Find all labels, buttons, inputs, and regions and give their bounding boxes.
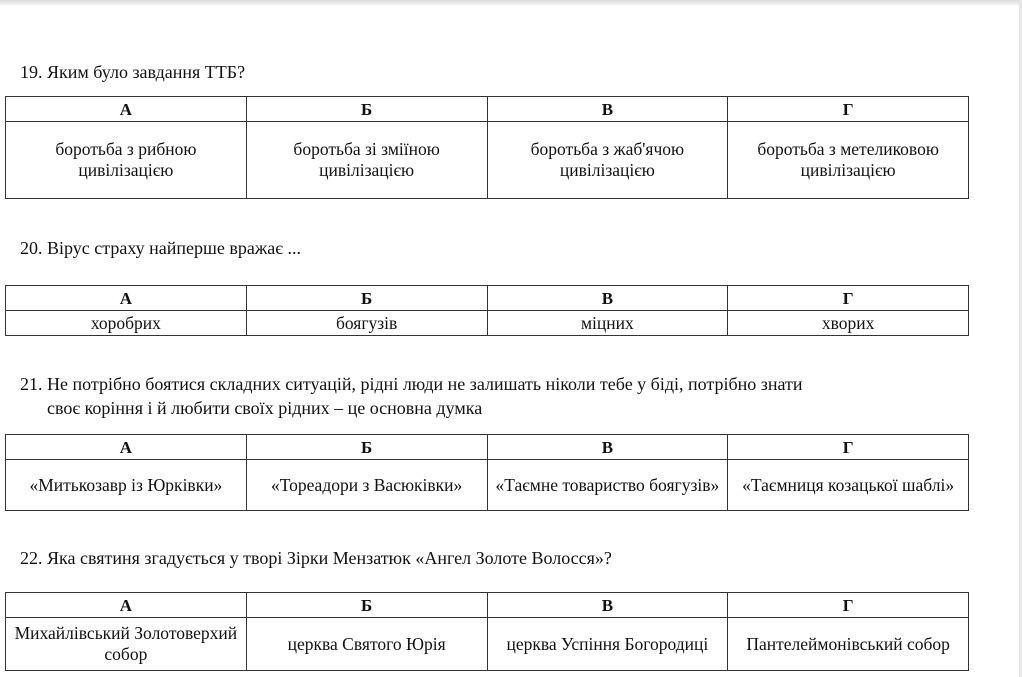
answer-option-h[interactable]: «Таємниця козацької шаблі» <box>728 460 969 511</box>
answer-option-b[interactable]: боягузів <box>246 311 487 336</box>
option-letter-v: В <box>487 286 728 311</box>
option-letter-a: А <box>6 435 247 460</box>
question-21-line-2: своє коріння і й любити своїх рідних – це основна думка <box>47 398 483 418</box>
answer-option-v[interactable]: міцних <box>487 311 728 336</box>
option-letter-v: В <box>487 435 728 460</box>
option-letter-b: Б <box>246 593 487 618</box>
answer-option-h[interactable]: хворих <box>728 311 969 336</box>
option-letter-a: А <box>6 593 247 618</box>
answer-header-row <box>6 435 969 460</box>
answer-table-22 <box>5 592 969 671</box>
answer-options-row <box>6 618 969 671</box>
answer-options-row <box>6 311 969 336</box>
answer-option-a[interactable]: «Митькозавр із Юрківки» <box>6 460 247 511</box>
option-letter-v: В <box>487 97 728 122</box>
answer-option-b[interactable]: церква Святого Юрія <box>246 618 487 671</box>
answer-option-v[interactable]: боротьба з жаб'ячою цивілізацією <box>487 122 728 199</box>
answer-option-h[interactable]: Пантелеймонівський собор <box>728 618 969 671</box>
question-21-line-1: 21. Не потрібно боятися складних ситуацій, рідні люди не залишать ніколи тебе у біді, потрібно знати <box>20 374 803 394</box>
option-letter-v: В <box>487 593 728 618</box>
answer-options-row <box>6 122 969 199</box>
answer-option-h[interactable]: боротьба з метеликовою цивілізацією <box>728 122 969 199</box>
option-letter-h: Г <box>728 97 969 122</box>
answer-header-row <box>6 286 969 311</box>
answer-option-a[interactable]: хоробрих <box>6 311 247 336</box>
screenshot-top-edge <box>0 0 1022 5</box>
question-20: 20. Вірус страху найперше вражає ... <box>20 238 302 258</box>
question-22: 22. Яка святиня згадується у творі Зірки Мензатюк «Ангел Золоте Волосся»? <box>20 548 612 568</box>
answer-option-a[interactable]: боротьба з рибною цивілізацією <box>6 122 247 199</box>
answer-option-v[interactable]: «Таємне товариство боягузів» <box>487 460 728 511</box>
option-letter-b: Б <box>246 435 487 460</box>
question-19: 19. Яким було завдання ТТБ? <box>20 62 246 82</box>
option-letter-a: А <box>6 97 247 122</box>
answer-header-row <box>6 97 969 122</box>
answer-option-v[interactable]: церква Успіння Богородиці <box>487 618 728 671</box>
answer-table-19 <box>5 96 969 199</box>
option-letter-h: Г <box>728 286 969 311</box>
answer-table-20 <box>5 285 969 336</box>
option-letter-h: Г <box>728 435 969 460</box>
question-21 <box>20 372 803 420</box>
option-letter-b: Б <box>246 286 487 311</box>
option-letter-h: Г <box>728 593 969 618</box>
answer-option-b[interactable]: боротьба зі зміїною цивілізацією <box>246 122 487 199</box>
option-letter-a: А <box>6 286 247 311</box>
option-letter-b: Б <box>246 97 487 122</box>
answer-table-21 <box>5 434 969 511</box>
answer-option-a[interactable]: Михайлівський Золотоверхий собор <box>6 618 247 671</box>
answer-option-b[interactable]: «Тореадори з Васюківки» <box>246 460 487 511</box>
answer-options-row <box>6 460 969 511</box>
answer-header-row <box>6 593 969 618</box>
